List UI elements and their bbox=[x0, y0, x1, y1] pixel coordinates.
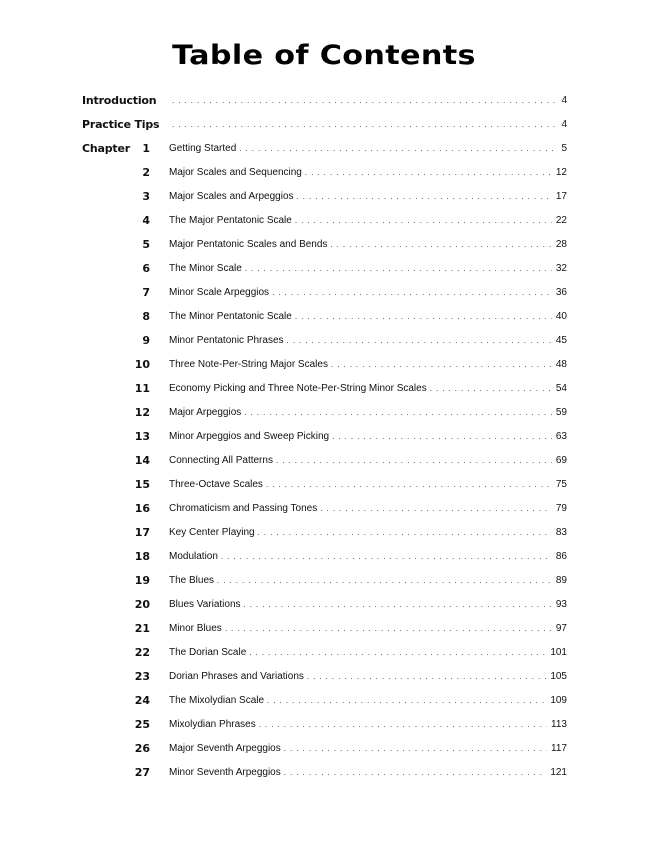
chapter-title: Major Pentatonic Scales and Bends bbox=[169, 238, 328, 250]
chapter-number: 20 bbox=[134, 597, 150, 611]
toc-row-chapter bbox=[0, 568, 648, 592]
chapter-number: 25 bbox=[134, 717, 150, 731]
chapter-number: 4 bbox=[142, 213, 150, 227]
chapter-number: 1 bbox=[142, 141, 150, 155]
chapter-title: The Major Pentatonic Scale bbox=[169, 214, 292, 226]
toc-entry bbox=[169, 455, 567, 466]
front-matter-label: Introduction bbox=[82, 93, 157, 107]
chapter-number: 12 bbox=[134, 405, 150, 419]
toc-entry bbox=[169, 431, 567, 442]
dot-leader bbox=[225, 623, 552, 634]
toc-row-chapter bbox=[0, 448, 648, 472]
chapter-title: Connecting All Patterns bbox=[169, 454, 273, 466]
dot-leader bbox=[272, 287, 552, 298]
chapter-title: Three-Octave Scales bbox=[169, 478, 263, 490]
page-number: 86 bbox=[555, 550, 567, 562]
chapter-title: The Minor Pentatonic Scale bbox=[169, 310, 292, 322]
toc-row-chapter bbox=[0, 256, 648, 280]
dot-leader bbox=[287, 335, 552, 346]
chapter-number: 23 bbox=[134, 669, 150, 683]
toc-entry bbox=[169, 551, 567, 562]
dot-leader bbox=[245, 263, 552, 274]
toc-entry bbox=[169, 575, 567, 586]
toc-row-chapter bbox=[0, 688, 648, 712]
dot-leader bbox=[295, 215, 552, 226]
chapter-title: The Dorian Scale bbox=[169, 646, 247, 658]
toc-row-chapter bbox=[0, 400, 648, 424]
toc-entry bbox=[169, 191, 567, 202]
chapter-title: Blues Variations bbox=[169, 598, 241, 610]
page-number: 109 bbox=[550, 694, 567, 706]
chapter-title: Minor Scale Arpeggios bbox=[169, 286, 270, 298]
toc-entry bbox=[169, 167, 567, 178]
page-number: 22 bbox=[555, 214, 567, 226]
dot-leader bbox=[284, 767, 547, 778]
page-number: 28 bbox=[555, 238, 567, 250]
chapter-number: 13 bbox=[134, 429, 150, 443]
page-number: 75 bbox=[555, 478, 567, 490]
page-number: 117 bbox=[551, 742, 567, 754]
toc-row-chapter bbox=[0, 760, 648, 784]
toc-entry bbox=[169, 335, 567, 346]
page-number: 69 bbox=[555, 454, 567, 466]
toc-entry bbox=[169, 359, 567, 370]
dot-leader bbox=[320, 503, 552, 514]
chapter-title: The Minor Scale bbox=[169, 262, 242, 274]
chapter-number: 26 bbox=[134, 741, 150, 755]
page-number: 83 bbox=[555, 526, 567, 538]
page-title: Table of Contents bbox=[172, 40, 476, 71]
dot-leader bbox=[332, 431, 552, 442]
dot-leader bbox=[172, 95, 557, 106]
toc-row-chapter bbox=[0, 424, 648, 448]
chapter-title: Economy Picking and Three Note-Per-String Minor Scales bbox=[169, 382, 427, 394]
chapter-number: 8 bbox=[142, 309, 150, 323]
chapter-number: 16 bbox=[134, 501, 150, 515]
chapter-number: 15 bbox=[134, 477, 150, 491]
toc-entry bbox=[169, 743, 567, 754]
dot-leader bbox=[284, 743, 547, 754]
page-number: 36 bbox=[555, 286, 567, 298]
chapter-title: Major Scales and Arpeggios bbox=[169, 190, 294, 202]
dot-leader bbox=[249, 647, 546, 658]
chapter-number: 9 bbox=[142, 333, 150, 347]
chapter-title: Key Center Playing bbox=[169, 526, 255, 538]
chapter-title: Minor Pentatonic Phrases bbox=[169, 334, 284, 346]
page-number: 48 bbox=[555, 358, 567, 370]
chapter-number: 5 bbox=[142, 237, 150, 251]
front-matter-label: Practice Tips bbox=[82, 117, 160, 131]
chapter-title: Minor Arpeggios and Sweep Picking bbox=[169, 430, 330, 442]
page-number: 113 bbox=[551, 718, 567, 730]
chapter-title: The Mixolydian Scale bbox=[169, 694, 265, 706]
toc-entry bbox=[169, 479, 567, 490]
page-number: 17 bbox=[555, 190, 567, 202]
toc-row-chapter bbox=[0, 496, 648, 520]
toc-row-chapter bbox=[0, 232, 648, 256]
chapter-number: 14 bbox=[134, 453, 150, 467]
dot-leader bbox=[266, 479, 552, 490]
page-number: 79 bbox=[555, 502, 567, 514]
dot-leader bbox=[258, 527, 552, 538]
toc-entry bbox=[172, 95, 567, 106]
chapter-title: Modulation bbox=[169, 550, 218, 562]
toc-row-chapter bbox=[0, 136, 648, 160]
toc-entry bbox=[169, 407, 567, 418]
chapter-title: Dorian Phrases and Variations bbox=[169, 670, 304, 682]
toc-row-chapter bbox=[0, 520, 648, 544]
toc-row-chapter bbox=[0, 160, 648, 184]
chapter-title: Getting Started bbox=[169, 142, 237, 154]
page-number: 4 bbox=[561, 94, 567, 106]
dot-leader bbox=[295, 311, 552, 322]
toc-row-chapter bbox=[0, 712, 648, 736]
dot-leader bbox=[330, 239, 551, 250]
toc-row-chapter bbox=[0, 640, 648, 664]
toc-entry bbox=[169, 287, 567, 298]
page-number: 12 bbox=[555, 166, 567, 178]
toc-entry bbox=[169, 383, 567, 394]
toc-entry bbox=[169, 623, 567, 634]
chapter-title: Minor Blues bbox=[169, 622, 222, 634]
page-number: 45 bbox=[555, 334, 567, 346]
dot-leader bbox=[297, 191, 552, 202]
chapter-title: Major Seventh Arpeggios bbox=[169, 742, 281, 754]
page-number: 32 bbox=[555, 262, 567, 274]
chapter-number: 22 bbox=[134, 645, 150, 659]
dot-leader bbox=[276, 455, 552, 466]
toc-entry bbox=[169, 527, 567, 538]
toc-entry bbox=[169, 647, 567, 658]
dot-leader bbox=[172, 119, 557, 130]
chapter-title: Minor Seventh Arpeggios bbox=[169, 766, 281, 778]
toc-row-chapter bbox=[0, 592, 648, 616]
toc-entry bbox=[169, 263, 567, 274]
dot-leader bbox=[430, 383, 552, 394]
chapter-number: 7 bbox=[142, 285, 150, 299]
dot-leader bbox=[244, 599, 552, 610]
page-number: 121 bbox=[550, 766, 567, 778]
toc-row-front-matter bbox=[0, 88, 648, 112]
toc-entry bbox=[169, 695, 567, 706]
dot-leader bbox=[267, 695, 546, 706]
toc-row-chapter bbox=[0, 736, 648, 760]
dot-leader bbox=[307, 671, 546, 682]
chapter-number: 2 bbox=[142, 165, 150, 179]
dot-leader bbox=[259, 719, 547, 730]
chapter-title: Chromaticism and Passing Tones bbox=[169, 502, 318, 514]
toc-entry bbox=[169, 311, 567, 322]
page-number: 105 bbox=[550, 670, 567, 682]
page-number: 63 bbox=[555, 430, 567, 442]
page-number: 4 bbox=[561, 118, 567, 130]
toc-row-chapter bbox=[0, 376, 648, 400]
toc-entry bbox=[172, 119, 567, 130]
dot-leader bbox=[305, 167, 552, 178]
page-number: 97 bbox=[555, 622, 567, 634]
toc-row-front-matter bbox=[0, 112, 648, 136]
page-number: 5 bbox=[561, 142, 567, 154]
toc-entry bbox=[169, 215, 567, 226]
chapter-number: 24 bbox=[134, 693, 150, 707]
page-number: 93 bbox=[555, 598, 567, 610]
page-number: 40 bbox=[555, 310, 567, 322]
chapter-title: The Blues bbox=[169, 574, 215, 586]
dot-leader bbox=[217, 575, 552, 586]
chapter-number: 27 bbox=[134, 765, 150, 779]
dot-leader bbox=[244, 407, 552, 418]
chapter-title: Major Arpeggios bbox=[169, 406, 242, 418]
toc-entry bbox=[169, 503, 567, 514]
chapter-title: Mixolydian Phrases bbox=[169, 718, 256, 730]
toc-row-chapter bbox=[0, 664, 648, 688]
toc-row-chapter bbox=[0, 184, 648, 208]
chapter-title: Major Scales and Sequencing bbox=[169, 166, 302, 178]
dot-leader bbox=[221, 551, 552, 562]
chapter-number: 19 bbox=[134, 573, 150, 587]
page-number: 101 bbox=[550, 646, 567, 658]
chapter-number: 17 bbox=[134, 525, 150, 539]
toc-entry bbox=[169, 767, 567, 778]
chapter-number: 10 bbox=[134, 357, 150, 371]
toc-entry bbox=[169, 143, 567, 154]
chapter-number: 18 bbox=[134, 549, 150, 563]
toc-row-chapter bbox=[0, 280, 648, 304]
toc-row-chapter bbox=[0, 208, 648, 232]
page-number: 59 bbox=[555, 406, 567, 418]
toc-entry bbox=[169, 239, 567, 250]
toc-row-chapter bbox=[0, 472, 648, 496]
toc-row-chapter bbox=[0, 304, 648, 328]
toc-entry bbox=[169, 719, 567, 730]
toc-entry bbox=[169, 599, 567, 610]
chapter-title: Three Note-Per-String Major Scales bbox=[169, 358, 328, 370]
toc-row-chapter bbox=[0, 352, 648, 376]
chapter-number: 3 bbox=[142, 189, 150, 203]
toc-row-chapter bbox=[0, 544, 648, 568]
toc-row-chapter bbox=[0, 328, 648, 352]
dot-leader bbox=[331, 359, 552, 370]
chapter-number: 6 bbox=[142, 261, 150, 275]
page-number: 89 bbox=[555, 574, 567, 586]
page-number: 54 bbox=[555, 382, 567, 394]
chapter-number: 11 bbox=[134, 381, 150, 395]
dot-leader bbox=[239, 143, 557, 154]
chapter-heading-label: Chapter bbox=[82, 141, 130, 155]
toc-entry bbox=[169, 671, 567, 682]
toc-row-chapter bbox=[0, 616, 648, 640]
chapter-number: 21 bbox=[134, 621, 150, 635]
